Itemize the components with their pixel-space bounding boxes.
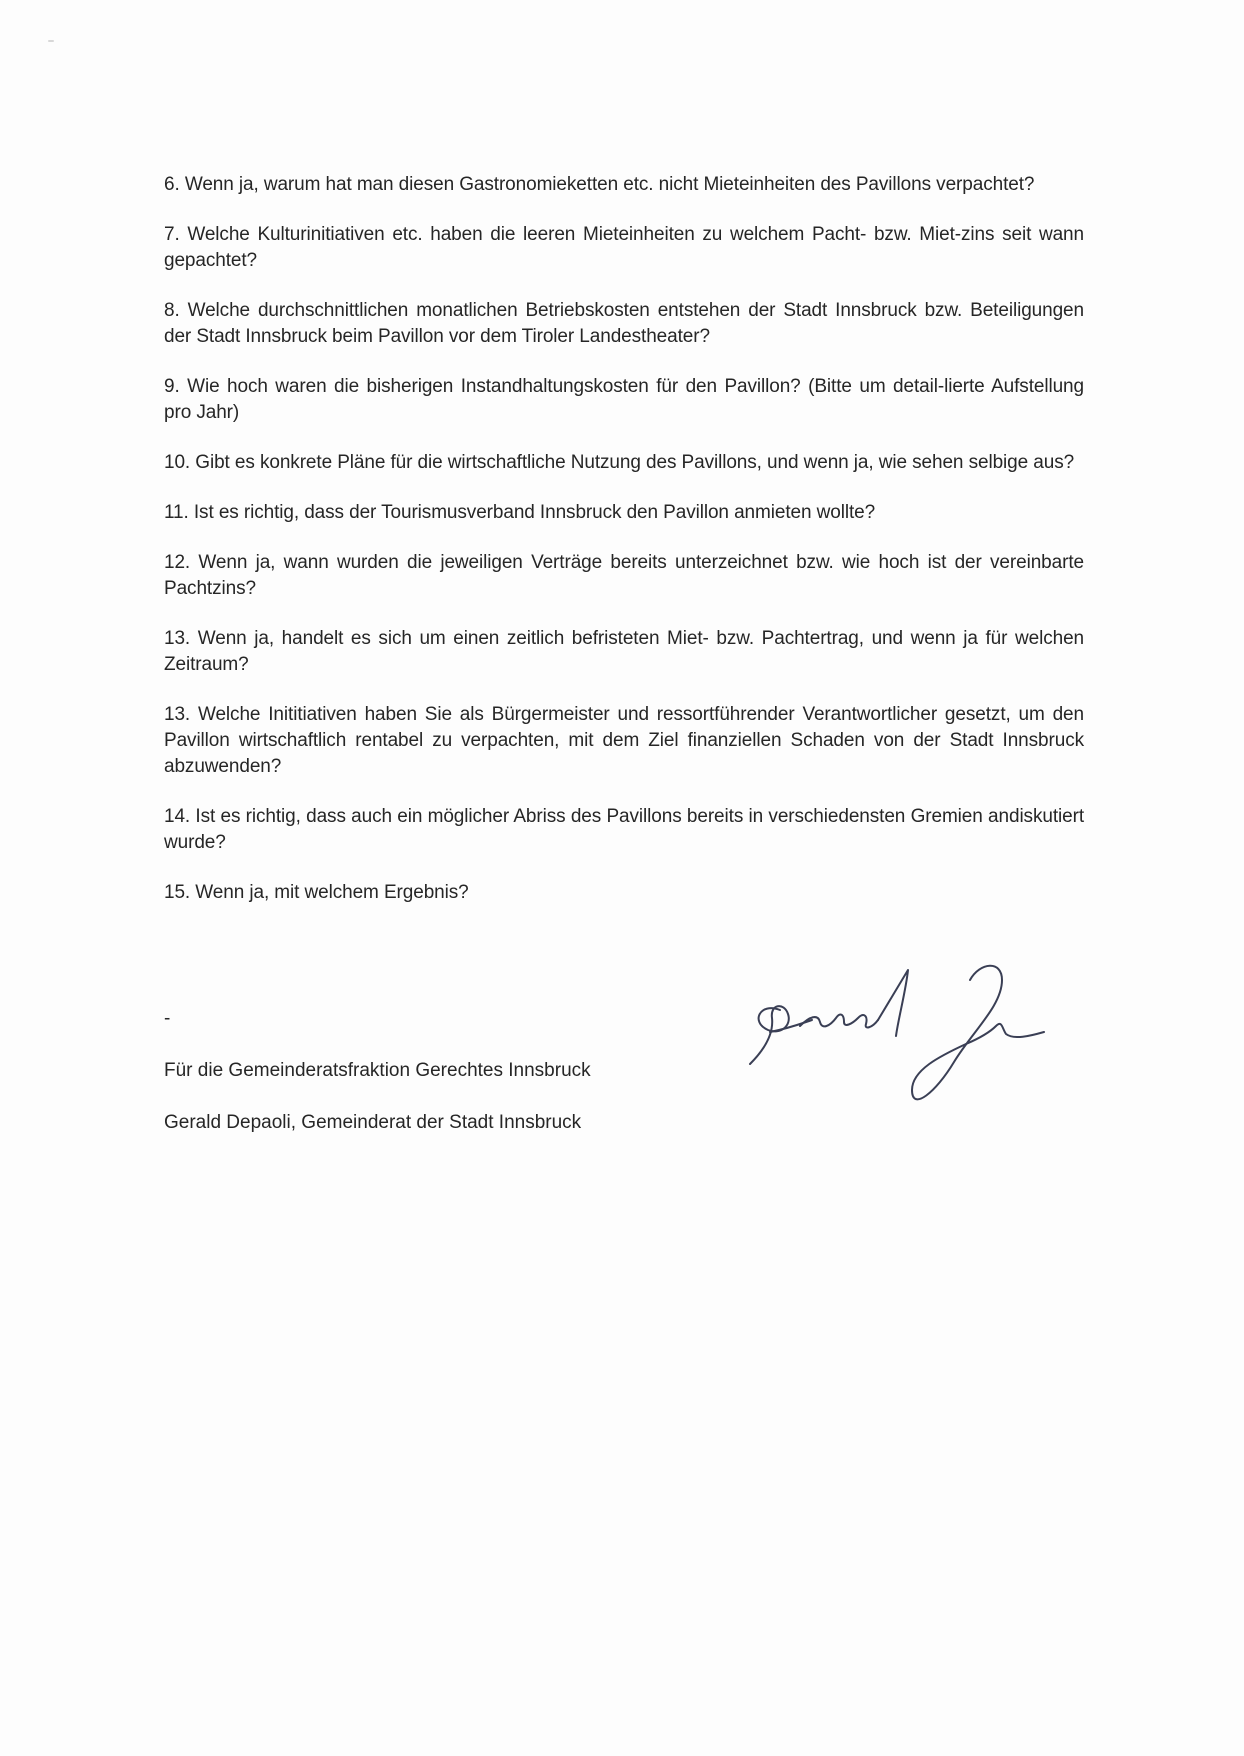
dash-mark: - [164, 1008, 171, 1029]
question-8: 8. Welche durchschnittlichen monatlichen Betriebskosten entstehen der Stadt Innsbruck bzw. Beteiligungen der Stadt Innsbruck beim Pavillon vor dem Tiroler Landestheater? [164, 300, 1084, 347]
question-9: 9. Wie hoch waren die bisherigen Instandhaltungskosten für den Pavillon? (Bitte um detail-lierte Aufstellung pro Jahr) [164, 376, 1084, 423]
question-13b: 13. Welche Inititiativen haben Sie als Bürgermeister und ressortführender Verantwortlicher gesetzt, um den Pavillon wirtschaftlich rentabel zu verpachten, mit dem Ziel finanziellen Schaden von der Stadt Innsbruck abzuwenden? [164, 704, 1084, 777]
question-7: 7. Welche Kulturinitiativen etc. haben die leeren Mieteinheiten zu welchem Pacht- bzw. Miet-zins seit wann gepachtet? [164, 224, 1084, 271]
question-13a: 13. Wenn ja, handelt es sich um einen zeitlich befristeten Miet- bzw. Pachtertrag, und wenn ja für welchen Zeitraum? [164, 628, 1084, 675]
question-10: 10. Gibt es konkrete Pläne für die wirtschaftliche Nutzung des Pavillons, und wenn ja, wie sehen selbige aus? [164, 452, 1075, 473]
question-6: 6. Wenn ja, warum hat man diesen Gastronomieketten etc. nicht Mieteinheiten des Pavillons verpachtet? [164, 174, 1035, 195]
question-14: 14. Ist es richtig, dass auch ein möglicher Abriss des Pavillons bereits in verschiedensten Gremien andiskutiert wurde? [164, 806, 1084, 853]
question-list [164, 172, 1084, 930]
signatory-name: Gerald Depaoli, Gemeinderat der Stadt Innsbruck [164, 1112, 582, 1133]
handwritten-signature [740, 940, 1100, 1120]
question-12: 12. Wenn ja, wann wurden die jeweiligen Verträge bereits unterzeichnet bzw. wie hoch ist der vereinbarte Pachtzins? [164, 552, 1084, 599]
question-11: 11. Ist es richtig, dass der Tourismusverband Innsbruck den Pavillon anmieten wollte? [164, 502, 876, 523]
scan-speck [48, 40, 54, 42]
question-15: 15. Wenn ja, mit welchem Ergebnis? [164, 882, 469, 903]
faction-line: Für die Gemeinderatsfraktion Gerechtes Innsbruck [164, 1060, 591, 1081]
